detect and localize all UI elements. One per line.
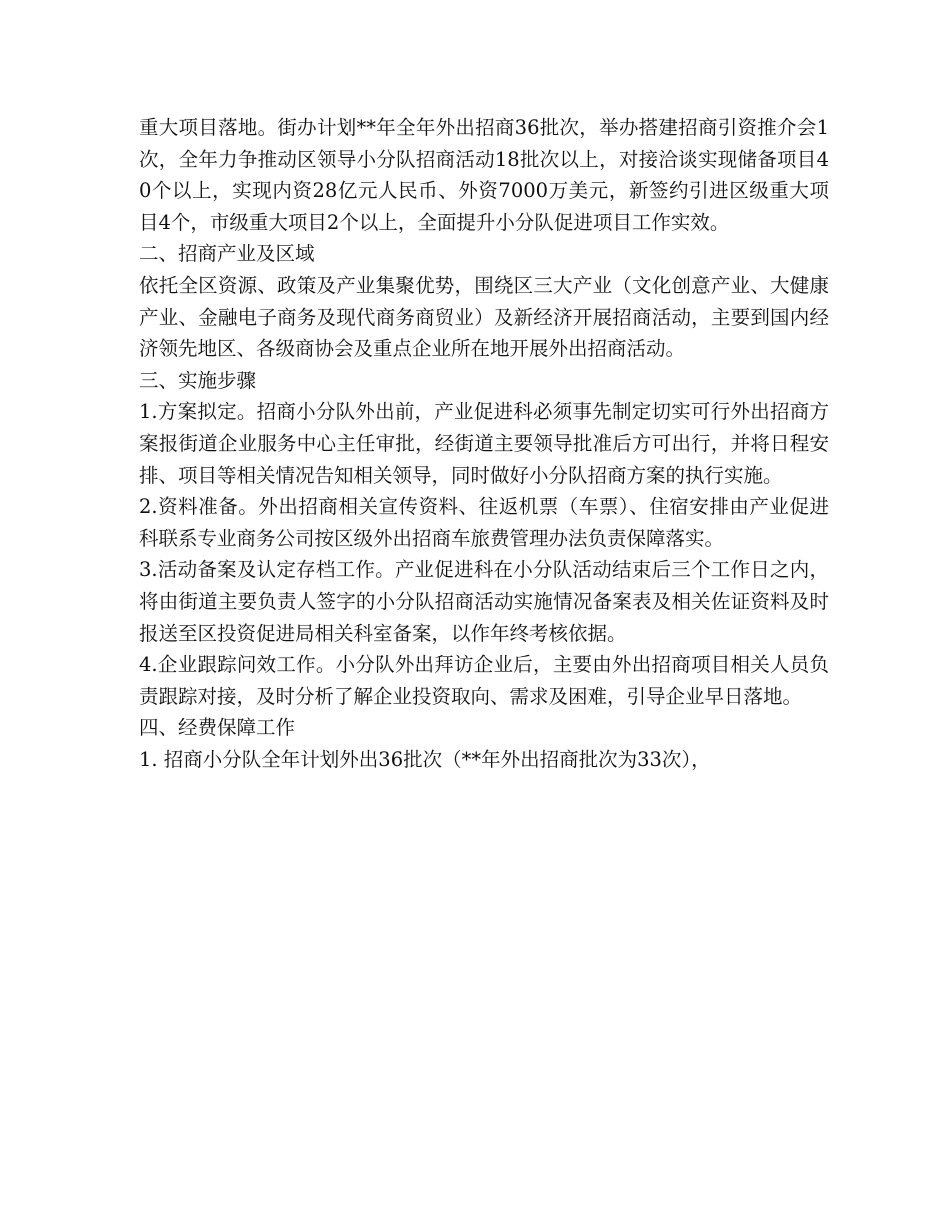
paragraph-funding-1: 1. 招商小分队全年计划外出36批次（**年外出招商批次为33次）， [139,747,711,771]
heading-funding: 四、经费保障工作 [139,716,296,740]
heading-industry-region: 二、招商产业及区域 [139,242,315,266]
paragraph-step-plan: 1.方案拟定。招商小分队外出前，产业促进科必须事先制定切实可行外出招商方案报街道企业服务中心主任审批，经街道主要领导批准后方可出行，并将日程安排、项目等相关情况告知相关领导，同时做好小分队招商方案的执行实施。 [139,400,829,487]
paragraph-project-targets: 重大项目落地。街办计划**年全年外出招商36批次，举办搭建招商引资推介会1次，全年力争推动区领导小分队招商活动18批次以上，对接洽谈实现储备项目40个以上，实现内资28亿元人民币、外资7000万美元，新签约引进区级重大项目4个，市级重大项目2个以上，全面提升小分队促进项目工作实效。 [139,116,829,234]
paragraph-step-materials: 2.资料准备。外出招商相关宣传资料、往返机票（车票）、住宿安排由产业促进科联系专业商务公司按区级外出招商车旅费管理办法负责保障落实。 [139,495,829,550]
paragraph-step-records: 3.活动备案及认定存档工作。产业促进科在小分队活动结束后三个工作日之内，将由街道主要负责人签字的小分队招商活动实施情况备案表及相关佐证资料及时报送至区投资促进局相关科室备案，以作年终考核依据。 [139,558,829,645]
document-body [139,112,829,775]
paragraph-step-followup: 4.企业跟踪问效工作。小分队外出拜访企业后，主要由外出招商项目相关人员负责跟踪对接，及时分析了解企业投资取向、需求及困难，引导企业早日落地。 [139,653,829,708]
heading-implementation-steps: 三、实施步骤 [139,368,257,392]
paragraph-industry-region: 依托全区资源、政策及产业集聚优势，围绕区三大产业（文化创意产业、大健康产业、金融电子商务及现代商务商贸业）及新经济开展招商活动，主要到国内经济领先地区、各级商协会及重点企业所在地开展外出招商活动。 [139,273,829,361]
